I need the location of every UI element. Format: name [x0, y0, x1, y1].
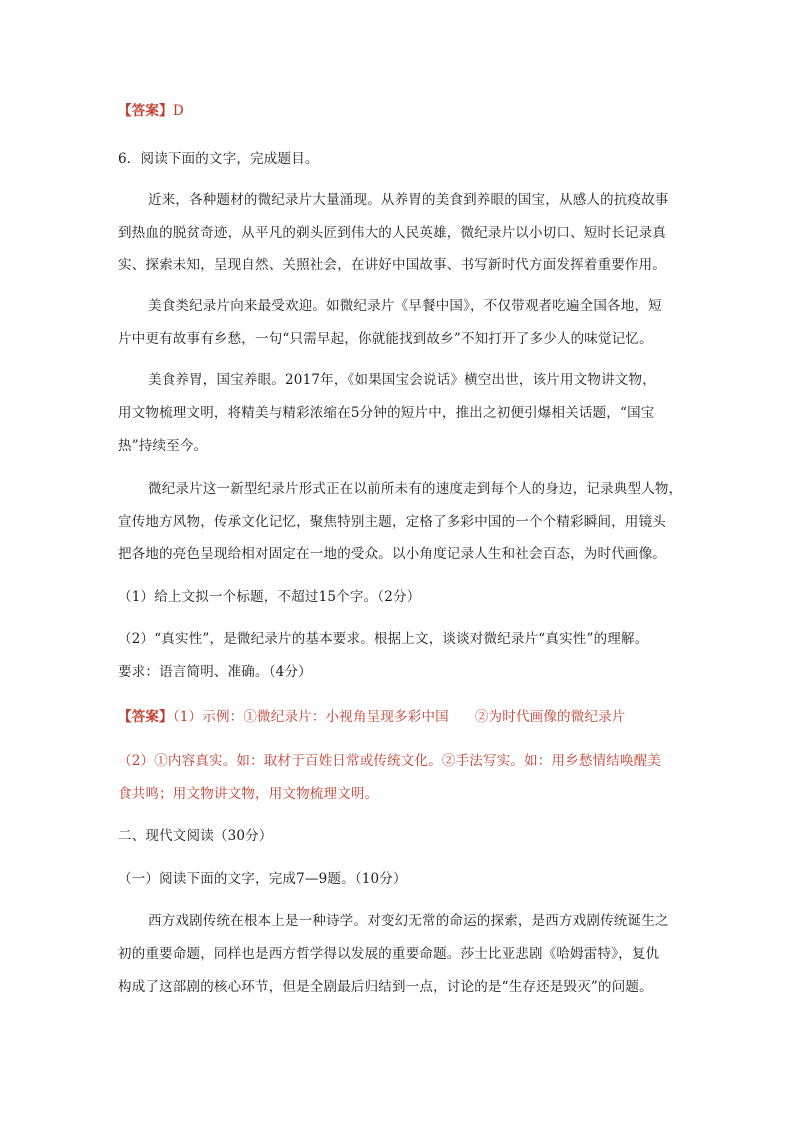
q6-sub2-line2: 要求：语言简明、准确。（4分）: [118, 664, 312, 680]
answer-line-top: [118, 101, 184, 121]
q6-p3-line1: 美食养胃，国宝养眼。2017年，《如果国宝会说话》横空出世，该片用文物讲文物，: [148, 372, 656, 388]
answer-value: D: [172, 103, 184, 119]
q6-p2-line2: 片中更有故事有乡愁，一句“只需早起，你就能找到故乡”不知打开了多少人的味觉记忆。: [118, 331, 653, 347]
s2-p1-line2: 初的重要命题，同样也是西方哲学得以发展的重要命题。莎士比亚悲剧《哈姆雷特》，复仇: [118, 946, 660, 962]
q6-p1-line2: 到热血的脱贫奇迹，从平凡的剃头匠到伟大的人民英雄，微纪录片以小切口、短时长记录真: [118, 225, 666, 241]
answer1-option-a: ①微纪录片：小视角呈现多彩中国: [243, 709, 449, 725]
q6-p1-line1: 近来，各种题材的微纪录片大量涌现。从养胃的美食到养眼的国宝，从感人的抗疫故事: [148, 192, 669, 208]
q6-sub1: （1）给上文拟一个标题，不超过15个字。（2分）: [118, 589, 421, 605]
q6-p4-line3: 把各地的亮色呈现给相对固定在一地的受众。以小角度记录人生和社会百态，为时代画像。: [118, 546, 666, 562]
q6-answer-line1: [118, 707, 626, 727]
q6-p3-line3: 热”持续至今。: [118, 438, 208, 454]
s2-p1-line3: 构成了这部剧的核心环节，但是全剧最后归结到一点，讨论的是“生存还是毁灭”的问题。: [118, 979, 653, 995]
q6-p4-line1: 微纪录片这一新型纪录片形式正在以前所未有的速度走到每个人的身边，记录典型人物，: [148, 481, 683, 497]
q6-p3-line2: 用文物梳理文明，将精美与精彩浓缩在5分钟的短片中，推出之初便引爆相关话题，“国宝: [118, 405, 655, 421]
answer1-option-b: ②为时代画像的微纪录片: [474, 709, 626, 725]
q6-answer2-line1: （2）①内容真实。如：取材于百姓日常或传统文化。②手法写实。如：用乡愁情结唤醒美: [118, 753, 662, 769]
section2-heading: 二、现代文阅读（30分）: [118, 828, 273, 844]
answer-tag: 【答案】: [118, 709, 173, 725]
answer1-prefix: （1）示例：: [172, 709, 244, 725]
q6-p4-line2: 宣传地方风物，传承文化记忆，聚焦特别主题，定格了多彩中国的一个个精彩瞬间，用镜头: [118, 514, 666, 530]
question-6-heading: 6．阅读下面的文字，完成题目。: [118, 151, 319, 167]
section2-sub-heading: （一）阅读下面的文字，完成7—9题。（10分）: [118, 871, 407, 887]
answer-tag: 【答案】: [118, 103, 173, 119]
q6-sub2-line1: （2）“真实性”，是微纪录片的基本要求。根据上文，谈谈对微纪录片“真实性”的理解。: [118, 631, 649, 647]
q6-answer2-line2: 食共鸣；用文物讲文物，用文物梳理文明。: [118, 786, 379, 802]
q6-p1-line3: 实、探索未知，呈现自然、关照社会，在讲好中国故事、书写新时代方面发挥着重要作用。: [118, 257, 666, 273]
s2-p1-line1: 西方戏剧传统在根本上是一种诗学。对变幻无常的命运的探索，是西方戏剧传统诞生之: [148, 913, 669, 929]
q6-p2-line1: 美食类纪录片向来最受欢迎。如微纪录片《早餐中国》，不仅带观者吃遍全国各地，短: [148, 298, 662, 314]
